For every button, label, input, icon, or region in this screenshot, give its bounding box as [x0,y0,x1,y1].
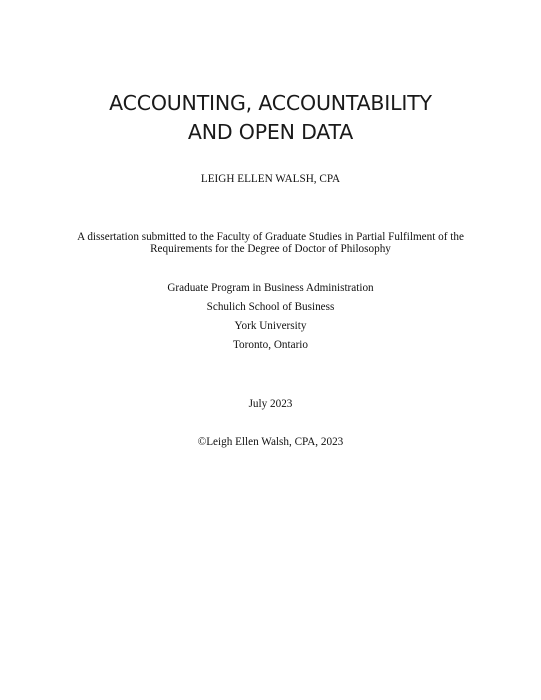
thesis-title-line-1: ACCOUNTING, ACCOUNTABILITY [109,91,432,115]
program-name: Graduate Program in Business Administration [167,282,374,294]
university-name: York University [234,320,307,332]
location: Toronto, Ontario [232,339,309,351]
copyright-notice: ©Leigh Ellen Walsh, CPA, 2023 [197,436,344,448]
submission-statement-line-1: A dissertation submitted to the Faculty of Graduate Studies in Partial Fulfilment of the [77,231,464,243]
school-name: Schulich School of Business [206,301,335,313]
submission-statement-line-2: Requirements for the Degree of Doctor of Philosophy [150,243,391,255]
submission-date: July 2023 [248,398,293,410]
author-name: LEIGH ELLEN WALSH, CPA [200,173,341,185]
thesis-title-line-2: AND OPEN DATA [187,120,354,144]
